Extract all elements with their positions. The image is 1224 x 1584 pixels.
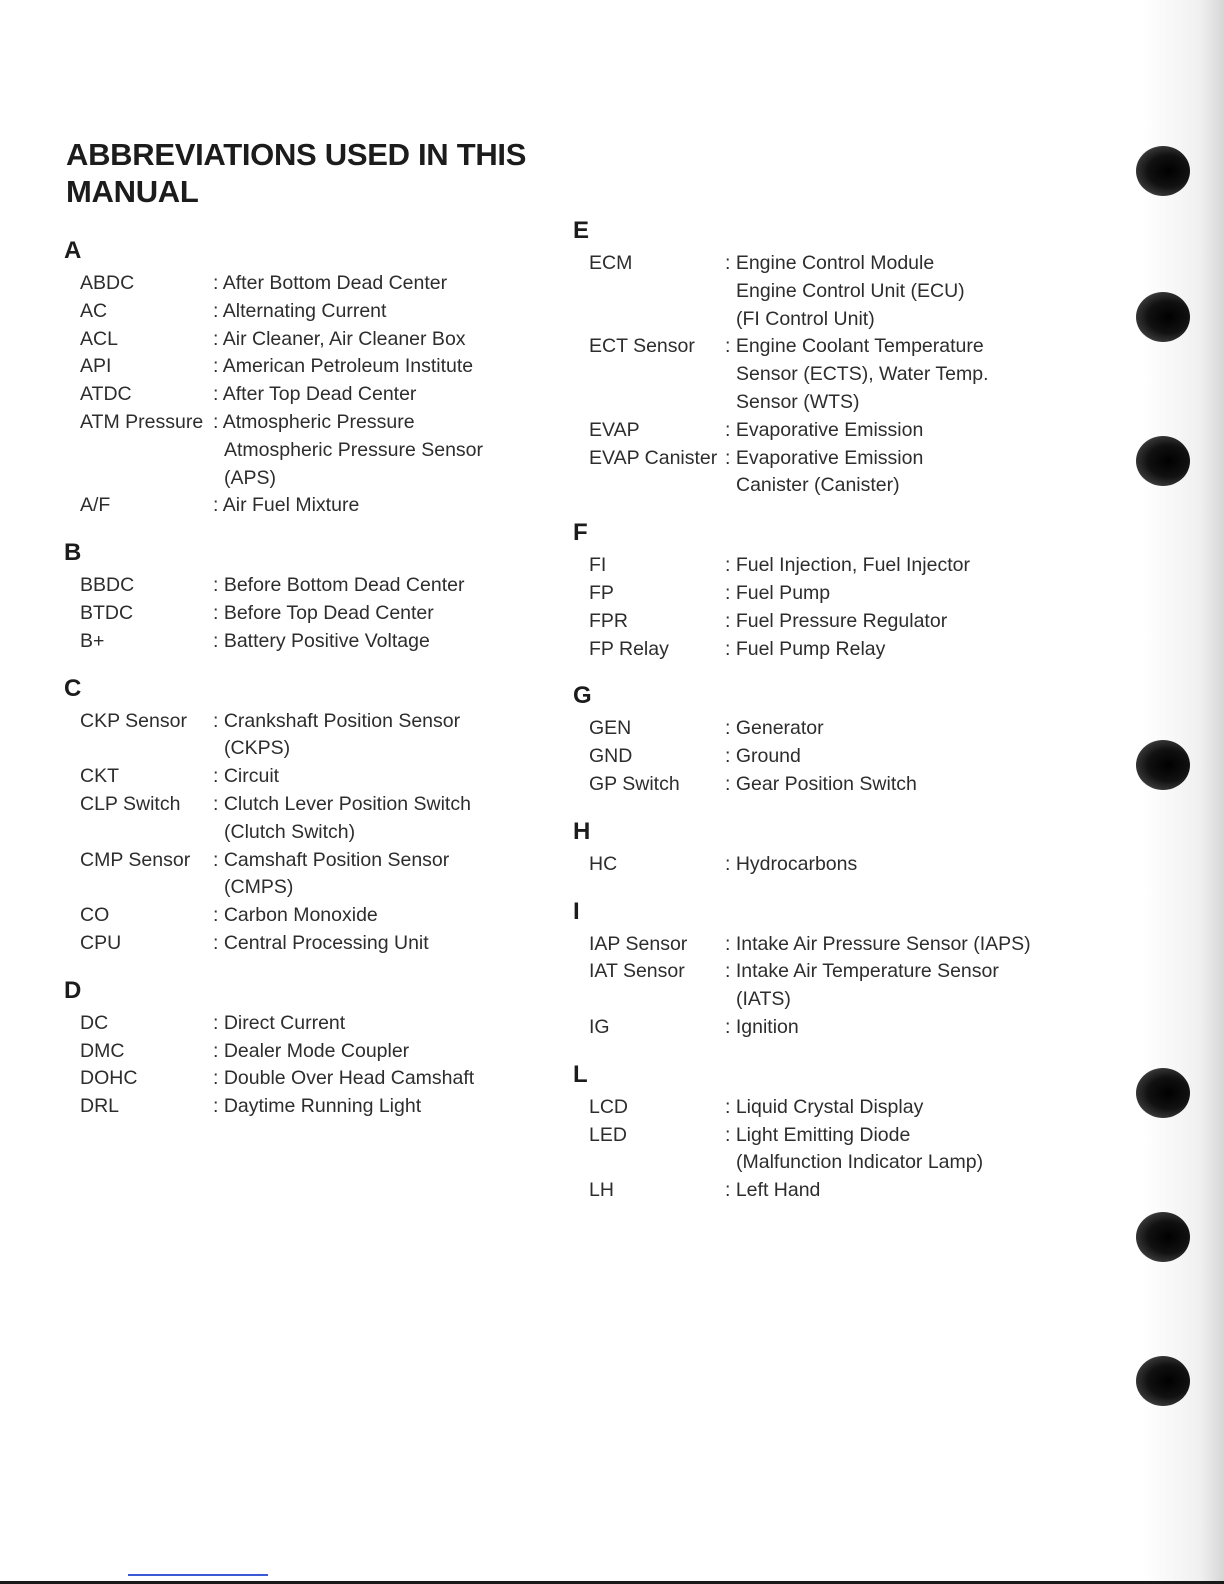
section-d (64, 976, 534, 1121)
abbreviation-definition (213, 930, 534, 958)
abbreviation-term: DMC (80, 1039, 125, 1062)
definition-line: (APS) (224, 466, 277, 489)
abbreviation-definition (213, 708, 534, 764)
abbreviation-term: HC (589, 852, 618, 875)
abbreviation-entry (64, 572, 534, 600)
abbreviation-entry (573, 1094, 1093, 1122)
abbreviation-definition (725, 931, 1093, 959)
abbreviation-term: FP (589, 581, 614, 604)
abbreviation-definition (213, 270, 534, 298)
binder-hole-1 (1136, 146, 1190, 196)
section-letter: C (64, 674, 82, 702)
abbreviation-term: IG (589, 1015, 610, 1038)
abbreviation-term: LH (589, 1179, 614, 1202)
binder-hole-5 (1136, 1068, 1190, 1118)
abbreviation-entry (573, 417, 1093, 445)
definition-line: Canister (Canister) (736, 474, 900, 497)
abbreviation-term: ECT Sensor (589, 335, 695, 358)
definition-line: : Camshaft Position Sensor (213, 848, 450, 871)
definition-line: : Air Cleaner, Air Cleaner Box (213, 327, 466, 350)
footer-underline (128, 1574, 268, 1576)
section-f (573, 518, 1093, 663)
abbreviation-entry (64, 270, 534, 298)
abbreviation-entry (64, 381, 534, 409)
definition-line: : Carbon Monoxide (213, 904, 378, 927)
abbreviation-term: CO (80, 904, 110, 927)
abbreviation-entry (573, 771, 1093, 799)
abbreviation-entry (64, 791, 534, 847)
abbreviation-entry (573, 333, 1093, 416)
abbreviation-term: FPR (589, 609, 628, 632)
abbreviation-term: DC (80, 1011, 109, 1034)
abbreviation-definition (213, 628, 534, 656)
definition-line: (Malfunction Indicator Lamp) (736, 1151, 984, 1174)
abbreviation-term: B+ (80, 629, 105, 652)
section-letter: G (573, 682, 592, 710)
definition-line: : Double Over Head Camshaft (213, 1067, 475, 1090)
section-h (573, 817, 1093, 879)
definition-line: : Hydrocarbons (725, 852, 858, 875)
binder-hole-3 (1136, 436, 1190, 486)
abbreviation-definition (725, 851, 1093, 879)
abbreviation-definition (213, 902, 534, 930)
definition-line: : Gear Position Switch (725, 772, 917, 795)
definition-line: : Battery Positive Voltage (213, 629, 430, 652)
abbreviation-entry (64, 1065, 534, 1093)
page-title-line-2: MANUAL (66, 174, 199, 209)
abbreviation-definition (213, 409, 534, 492)
abbreviation-definition (725, 580, 1093, 608)
definition-line: (CMPS) (224, 876, 294, 899)
definition-line: : Circuit (213, 765, 280, 788)
section-letter: F (573, 519, 588, 547)
abbreviation-definition (725, 608, 1093, 636)
definition-line: : Fuel Pump Relay (725, 637, 886, 660)
definition-line: : Daytime Running Light (213, 1095, 422, 1118)
abbreviation-definition (725, 1094, 1093, 1122)
definition-line: : Direct Current (213, 1011, 346, 1034)
abbreviation-entry (573, 1122, 1093, 1178)
definition-line: : Central Processing Unit (213, 931, 429, 954)
abbreviation-entry (573, 445, 1093, 501)
abbreviation-entry (64, 492, 534, 520)
abbreviation-entry (64, 708, 534, 764)
abbreviation-term: CKT (80, 765, 119, 788)
abbreviation-entry (573, 1014, 1093, 1042)
abbreviation-term: EVAP (589, 418, 640, 441)
abbreviation-term: DRL (80, 1095, 120, 1118)
abbreviation-definition (725, 445, 1093, 501)
abbreviation-term: BBDC (80, 574, 135, 597)
section-letter: L (573, 1060, 588, 1088)
definition-line: : Before Bottom Dead Center (213, 574, 465, 597)
abbreviation-definition (725, 1014, 1093, 1042)
section-letter: E (573, 217, 590, 244)
section-c (64, 674, 534, 958)
section-letter: D (64, 976, 82, 1004)
section-g (573, 681, 1093, 798)
definition-line: (CKPS) (224, 737, 291, 760)
abbreviation-definition (213, 600, 534, 628)
section-letter: B (64, 539, 82, 567)
abbreviation-term: CKP Sensor (80, 709, 187, 732)
abbreviation-definition (725, 1177, 1093, 1205)
definition-line: : Intake Air Temperature Sensor (725, 960, 999, 983)
abbreviation-definition (725, 958, 1093, 1014)
definition-line: : After Top Dead Center (213, 383, 417, 406)
abbreviation-term: IAT Sensor (589, 960, 685, 983)
abbreviation-definition (213, 326, 534, 354)
abbreviation-definition (213, 298, 534, 326)
abbreviation-term: ACL (80, 327, 118, 350)
abbreviation-definition (725, 636, 1093, 664)
abbreviation-term: CMP Sensor (80, 848, 191, 871)
abbreviation-entry (64, 628, 534, 656)
definition-line: : American Petroleum Institute (213, 355, 474, 378)
definition-line: : Light Emitting Diode (725, 1123, 911, 1146)
definition-line: : Crankshaft Position Sensor (213, 709, 461, 732)
page-title-line-1: ABBREVIATIONS USED IN THIS (66, 137, 527, 172)
abbreviation-entry (64, 1093, 534, 1121)
abbreviation-entry (64, 1038, 534, 1066)
abbreviation-entry (64, 930, 534, 958)
definition-line: : Left Hand (725, 1179, 821, 1202)
abbreviation-entry (573, 851, 1093, 879)
definition-line: : Evaporative Emission (725, 418, 924, 441)
abbreviation-definition (213, 791, 534, 847)
abbreviation-definition (213, 1093, 534, 1121)
abbreviation-entry (573, 715, 1093, 743)
abbreviation-definition (725, 1122, 1093, 1178)
abbreviation-term: A/F (80, 494, 111, 517)
abbreviation-entry (573, 931, 1093, 959)
definition-line: : Fuel Pump (725, 581, 831, 604)
abbreviation-entry (573, 636, 1093, 664)
abbreviation-entry (64, 847, 534, 903)
abbreviation-entry (64, 326, 534, 354)
binder-hole-4 (1136, 740, 1190, 790)
definition-line: : Fuel Pressure Regulator (725, 609, 948, 632)
abbreviation-term: GP Switch (589, 772, 680, 795)
section-b (64, 538, 534, 655)
abbreviation-definition (725, 743, 1093, 771)
abbreviation-entry (64, 600, 534, 628)
abbreviation-term: ECM (589, 252, 633, 274)
abbreviation-term: IAP Sensor (589, 932, 688, 955)
abbreviation-definition (213, 492, 534, 520)
definition-line: : Engine Coolant Temperature (725, 335, 984, 358)
page-edge-shadow (1144, 0, 1224, 1584)
binder-hole-7 (1136, 1356, 1190, 1406)
definition-line: : After Bottom Dead Center (213, 272, 448, 294)
definition-line: : Ignition (725, 1015, 799, 1038)
definition-line: : Engine Control Module (725, 252, 935, 274)
definition-line: Sensor (WTS) (736, 390, 860, 413)
abbreviation-entry (64, 409, 534, 492)
section-e (573, 216, 1093, 500)
abbreviation-definition (725, 250, 1093, 333)
abbreviation-term: GND (589, 745, 633, 768)
abbreviation-definition (213, 1010, 534, 1038)
abbreviation-definition (725, 715, 1093, 743)
definition-line: : Liquid Crystal Display (725, 1095, 924, 1118)
abbreviation-entry (573, 1177, 1093, 1205)
section-i (573, 897, 1093, 1042)
abbreviation-definition (213, 353, 534, 381)
definition-line: : Atmospheric Pressure (213, 410, 415, 433)
section-a (64, 236, 534, 520)
abbreviation-entry (573, 958, 1093, 1014)
section-letter: H (573, 817, 591, 845)
abbreviation-term: ATM Pressure (80, 410, 204, 433)
abbreviation-term: GEN (589, 717, 632, 740)
abbreviation-term: FI (589, 554, 607, 577)
section-l (573, 1060, 1093, 1205)
abbreviation-definition (725, 417, 1093, 445)
definition-line: : Intake Air Pressure Sensor (IAPS) (725, 932, 1031, 955)
binder-hole-6 (1136, 1212, 1190, 1262)
abbreviation-entry (64, 902, 534, 930)
abbreviation-definition (213, 847, 534, 903)
abbreviation-term: CLP Switch (80, 792, 181, 815)
abbreviation-definition (213, 572, 534, 600)
definition-line: : Before Top Dead Center (213, 601, 434, 624)
definition-line: (Clutch Switch) (224, 820, 356, 843)
definition-line: (FI Control Unit) (736, 307, 875, 330)
section-letter: A (64, 237, 82, 264)
abbreviation-term: ABDC (80, 272, 135, 294)
abbreviation-entry (573, 250, 1093, 333)
definition-line: Sensor (ECTS), Water Temp. (736, 363, 989, 386)
definition-line: : Air Fuel Mixture (213, 494, 360, 517)
abbreviation-term: EVAP Canister (589, 446, 718, 469)
page-title (66, 136, 586, 210)
abbreviation-term: API (80, 355, 112, 378)
left-column (64, 236, 534, 1139)
abbreviation-definition (725, 333, 1093, 416)
abbreviation-entry (573, 580, 1093, 608)
definition-line: : Generator (725, 717, 824, 740)
definition-line: : Dealer Mode Coupler (213, 1039, 410, 1062)
abbreviation-term: ATDC (80, 383, 132, 406)
section-letter: I (573, 897, 580, 925)
abbreviation-entry (573, 608, 1093, 636)
abbreviation-term: AC (80, 299, 108, 322)
abbreviation-definition (725, 771, 1093, 799)
abbreviation-definition (725, 552, 1093, 580)
abbreviation-term: LCD (589, 1095, 629, 1118)
definition-line: Engine Control Unit (ECU) (736, 279, 965, 302)
abbreviation-term: BTDC (80, 601, 134, 624)
definition-line: : Clutch Lever Position Switch (213, 792, 471, 815)
abbreviation-term: CPU (80, 931, 122, 954)
abbreviation-term: FP Relay (589, 637, 669, 660)
abbreviation-definition (213, 1065, 534, 1093)
right-column (573, 216, 1093, 1223)
abbreviation-entry (573, 552, 1093, 580)
abbreviation-definition (213, 763, 534, 791)
abbreviation-entry (64, 763, 534, 791)
definition-line: : Ground (725, 745, 801, 768)
abbreviation-definition (213, 381, 534, 409)
definition-line: (IATS) (736, 988, 791, 1011)
abbreviation-term: DOHC (80, 1067, 138, 1090)
definition-line: Atmospheric Pressure Sensor (224, 438, 484, 461)
abbreviation-entry (64, 298, 534, 326)
binder-hole-2 (1136, 292, 1190, 342)
abbreviation-term: LED (589, 1123, 627, 1146)
abbreviation-entry (64, 353, 534, 381)
definition-line: : Fuel Injection, Fuel Injector (725, 554, 970, 577)
definition-line: : Alternating Current (213, 299, 387, 322)
abbreviation-entry (64, 1010, 534, 1038)
definition-line: : Evaporative Emission (725, 446, 924, 469)
abbreviation-definition (213, 1038, 534, 1066)
abbreviation-entry (573, 743, 1093, 771)
